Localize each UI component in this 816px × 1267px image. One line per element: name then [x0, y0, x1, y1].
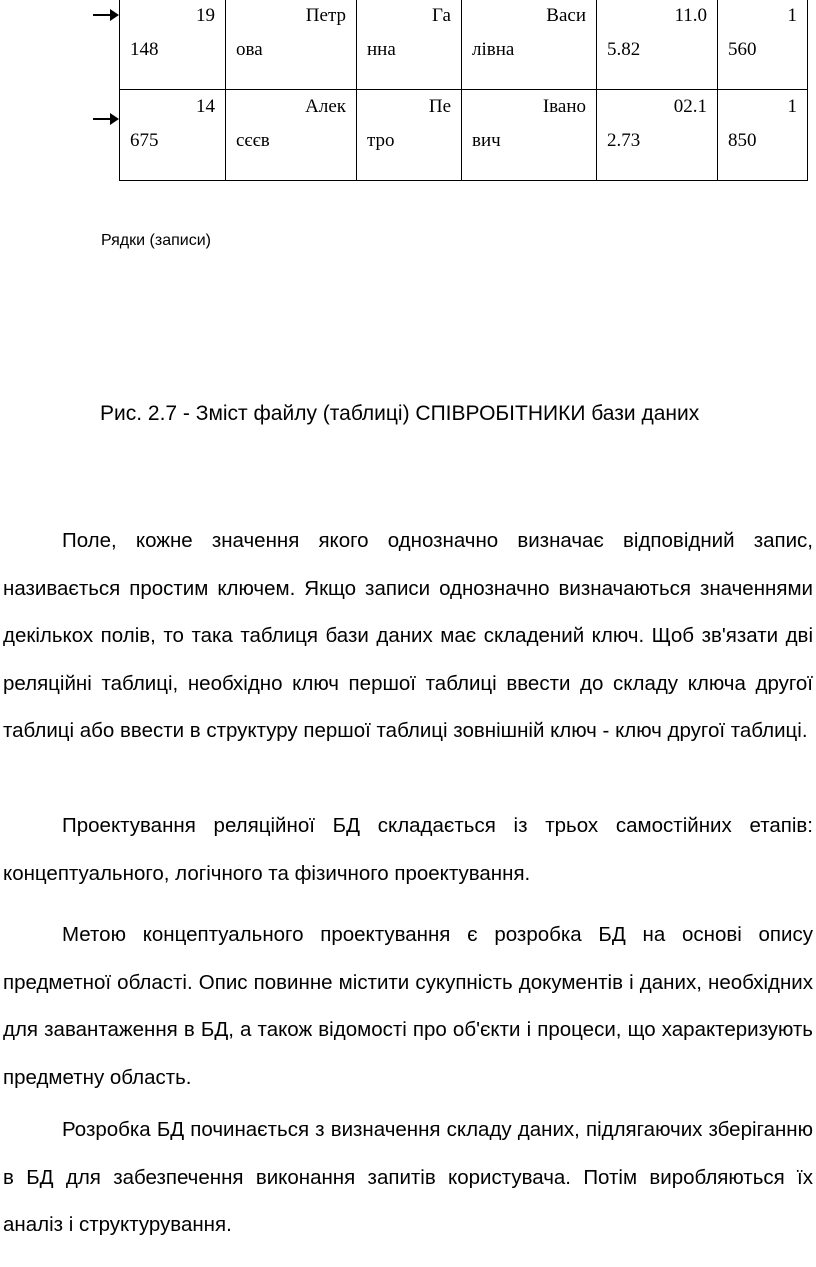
table-cell: Петр ова	[226, 0, 357, 90]
figure-caption: Рис. 2.7 - Зміст файлу (таблиці) СПІВРОБІТНИКИ бази даних	[100, 402, 700, 425]
table-cell: Пе тро	[357, 90, 462, 181]
table-cell: Івано вич	[462, 90, 597, 181]
row-arrow-icon	[93, 112, 119, 126]
paragraph: Проектування реляційної БД складається із трьох самостійних етапів: концептуального, логічного та фізичного проектування.	[3, 814, 813, 885]
paragraph: Розробка БД починається з визначення складу даних, підлягаючих зберіганню в БД для забезпечення виконання запитів користувача. Потім виробляються їх аналіз і структурування.	[3, 1118, 813, 1236]
table-row	[120, 0, 808, 90]
table-cell: 19 148	[120, 0, 226, 90]
paragraph: Метою концептуального проектування є розробка БД на основі опису предметної області. Опис повинне містити сукупність документів і даних, необхідних для завантаження в БД, а також відомості про об'єкти і процеси, що характеризують предметну область.	[3, 923, 813, 1089]
table-cell: 02.1 2.73	[597, 90, 718, 181]
table-cell: 1 560	[718, 0, 808, 90]
rows-label: Рядки (записи)	[101, 232, 211, 249]
table-row	[120, 90, 808, 181]
employees-table	[119, 0, 808, 181]
table-cell: Алек сєєв	[226, 90, 357, 181]
table-cell: 11.0 5.82	[597, 0, 718, 90]
table-cell: 1 850	[718, 90, 808, 181]
paragraph: Поле, кожне значення якого однозначно визначає відповідний запис, називається простим ключем. Якщо записи однозначно визначаються значеннями декількох полів, то така таблиця бази даних має складений ключ. Щоб зв'язати дві реляційні таблиці, необхідно ключ першої таблиці ввести до складу ключа другої таблиці або ввести в структуру першої таблиці зовнішній ключ - ключ другої таблиці.	[3, 529, 813, 742]
table-cell: Васи лівна	[462, 0, 597, 90]
row-arrow-icon	[93, 8, 119, 22]
table-cell: Га нна	[357, 0, 462, 90]
table-cell: 14 675	[120, 90, 226, 181]
